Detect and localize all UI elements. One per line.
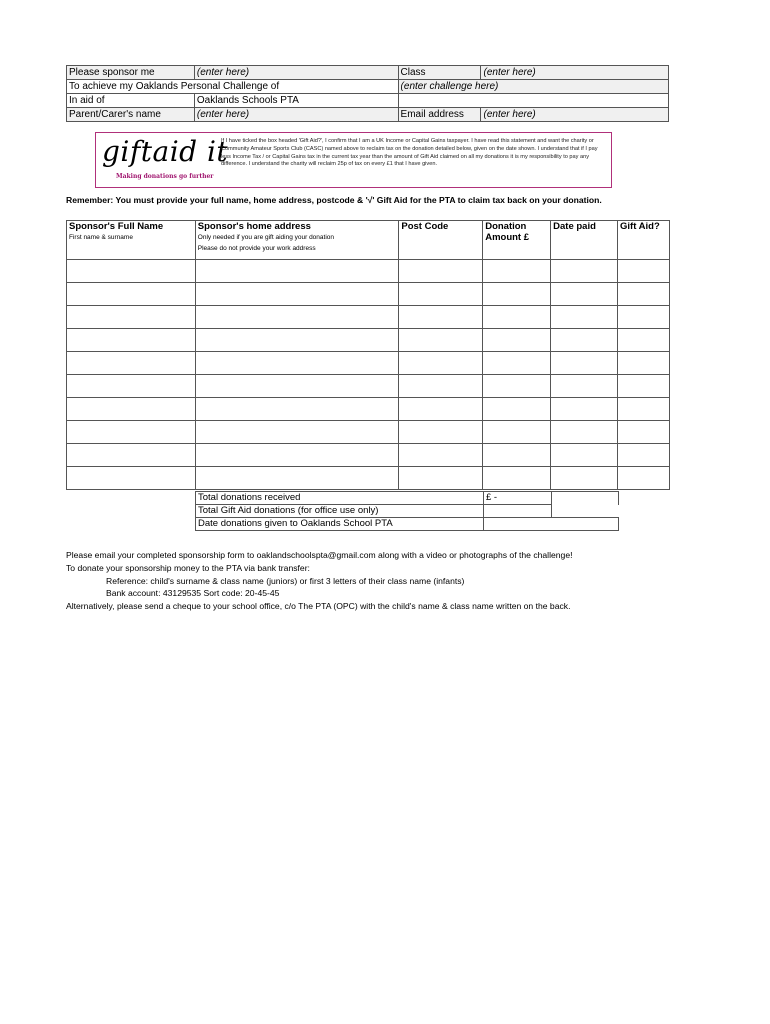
table-row <box>67 398 670 421</box>
col-name-sub: First name & surname <box>69 234 133 241</box>
table-row <box>67 421 670 444</box>
header-row-challenge <box>67 80 669 94</box>
cell-giftaid[interactable] <box>618 444 670 467</box>
parent-label: Parent/Carer's name <box>67 108 195 122</box>
giftaid-tagline: Making donations go further <box>116 173 214 180</box>
total-giftaid-label: Total Gift Aid donations (for office use only) <box>196 505 484 518</box>
note-bank-account: Bank account: 43129535 Sort code: 20-45-45 <box>106 588 280 599</box>
total-received-value: £ - <box>484 492 552 505</box>
cell-giftaid[interactable] <box>618 260 670 283</box>
cell-postcode[interactable] <box>399 352 483 375</box>
total-giftaid-empty <box>552 505 619 518</box>
cell-donation[interactable] <box>483 467 551 490</box>
cell-giftaid[interactable] <box>618 306 670 329</box>
class-label: Class <box>398 66 481 80</box>
cell-donation[interactable] <box>483 260 551 283</box>
cell-giftaid[interactable] <box>618 352 670 375</box>
header-row-aid <box>67 94 669 108</box>
cell-donation[interactable] <box>483 329 551 352</box>
cell-giftaid[interactable] <box>618 283 670 306</box>
cell-postcode[interactable] <box>399 283 483 306</box>
cell-address[interactable] <box>195 421 399 444</box>
cell-date[interactable] <box>551 306 618 329</box>
aid-empty <box>398 94 668 108</box>
col-donation-header: Donation Amount £ <box>483 221 551 260</box>
cell-date[interactable] <box>551 283 618 306</box>
cell-name[interactable] <box>67 329 196 352</box>
cell-date[interactable] <box>551 444 618 467</box>
aid-value: Oaklands Schools PTA <box>194 94 398 108</box>
class-input[interactable]: (enter here) <box>481 66 669 80</box>
totals-row-received <box>196 492 619 505</box>
col-name-title: Sponsor's Full Name <box>69 221 164 232</box>
remember-note: Remember: You must provide your full name, home address, postcode & '√' Gift Aid for the PTA to claim tax back on your donation. <box>66 195 602 205</box>
cell-date[interactable] <box>551 352 618 375</box>
cell-name[interactable] <box>67 283 196 306</box>
date-given-label: Date donations given to Oaklands School PTA <box>196 518 484 531</box>
col-address-header <box>195 221 399 260</box>
totals-row-giftaid <box>196 505 619 518</box>
cell-giftaid[interactable] <box>618 467 670 490</box>
table-row <box>67 260 670 283</box>
cell-date[interactable] <box>551 260 618 283</box>
cell-name[interactable] <box>67 260 196 283</box>
cell-name[interactable] <box>67 398 196 421</box>
table-row <box>67 375 670 398</box>
challenge-input[interactable]: (enter challenge here) <box>398 80 668 94</box>
cell-donation[interactable] <box>483 352 551 375</box>
cell-address[interactable] <box>195 398 399 421</box>
table-row <box>67 467 670 490</box>
cell-address[interactable] <box>195 352 399 375</box>
total-received-label: Total donations received <box>196 492 484 505</box>
header-row-sponsor <box>67 66 669 80</box>
instructions <box>66 549 573 613</box>
col-date-header: Date paid <box>551 221 618 260</box>
cell-address[interactable] <box>195 260 399 283</box>
cell-address[interactable] <box>195 444 399 467</box>
cell-postcode[interactable] <box>399 421 483 444</box>
note-cheque: Alternatively, please send a cheque to your school office, c/o The PTA (OPC) with the child's name & class name written on the back. <box>66 601 571 612</box>
cell-donation[interactable] <box>483 421 551 444</box>
aid-label: In aid of <box>67 94 195 108</box>
giftaid-box <box>95 132 612 188</box>
cell-donation[interactable] <box>483 375 551 398</box>
note-reference: Reference: child's surname & class name (juniors) or first 3 letters of their class name (infants) <box>106 575 465 586</box>
cell-name[interactable] <box>67 467 196 490</box>
cell-name[interactable] <box>67 306 196 329</box>
date-given-value[interactable] <box>484 518 619 531</box>
header-table <box>66 65 669 122</box>
col-postcode-header: Post Code <box>399 221 483 260</box>
cell-giftaid[interactable] <box>618 329 670 352</box>
sponsor-table <box>66 220 670 490</box>
cell-postcode[interactable] <box>399 329 483 352</box>
email-label: Email address <box>398 108 481 122</box>
cell-postcode[interactable] <box>399 375 483 398</box>
total-giftaid-value[interactable] <box>484 505 552 518</box>
col-address-title: Sponsor's home address <box>197 221 311 232</box>
cell-name[interactable] <box>67 444 196 467</box>
cell-address[interactable] <box>195 467 399 490</box>
parent-input[interactable]: (enter here) <box>194 108 398 122</box>
col-address-sub2: Please do not provide your work address <box>197 245 316 252</box>
totals-row-given <box>196 518 619 531</box>
cell-postcode[interactable] <box>399 306 483 329</box>
totals-table <box>195 491 619 531</box>
total-received-empty <box>552 492 619 505</box>
cell-date[interactable] <box>551 398 618 421</box>
cell-giftaid[interactable] <box>618 375 670 398</box>
cell-donation[interactable] <box>483 398 551 421</box>
cell-date[interactable] <box>551 375 618 398</box>
col-name-header <box>67 221 196 260</box>
table-row <box>67 352 670 375</box>
cell-address[interactable] <box>195 283 399 306</box>
cell-address[interactable] <box>195 329 399 352</box>
table-row <box>67 444 670 467</box>
cell-postcode[interactable] <box>399 444 483 467</box>
table-row <box>67 306 670 329</box>
cell-date[interactable] <box>551 467 618 490</box>
sponsor-table-header <box>67 221 670 260</box>
table-row <box>67 329 670 352</box>
cell-date[interactable] <box>551 421 618 444</box>
sponsor-label: Please sponsor me <box>67 66 195 80</box>
note-bank-transfer: To donate your sponsorship money to the PTA via bank transfer: <box>66 562 310 573</box>
cell-postcode[interactable] <box>399 467 483 490</box>
header-row-parent <box>67 108 669 122</box>
cell-postcode[interactable] <box>399 398 483 421</box>
cell-giftaid[interactable] <box>618 398 670 421</box>
col-giftaid-header: Gift Aid? <box>618 221 670 260</box>
cell-donation[interactable] <box>483 444 551 467</box>
cell-name[interactable] <box>67 352 196 375</box>
email-input[interactable]: (enter here) <box>481 108 669 122</box>
giftaid-logo: giftaid it <box>102 135 229 168</box>
cell-postcode[interactable] <box>399 260 483 283</box>
col-address-sub1: Only needed if you are gift aiding your donation <box>197 234 335 241</box>
cell-donation[interactable] <box>483 306 551 329</box>
cell-date[interactable] <box>551 329 618 352</box>
cell-address[interactable] <box>195 306 399 329</box>
cell-name[interactable] <box>67 375 196 398</box>
cell-name[interactable] <box>67 421 196 444</box>
cell-giftaid[interactable] <box>618 421 670 444</box>
cell-donation[interactable] <box>483 283 551 306</box>
note-email: Please email your completed sponsorship form to oaklandschoolspta@gmail.com along with a video or photographs of the challenge! <box>66 550 573 560</box>
challenge-label: To achieve my Oaklands Personal Challenge of <box>67 80 399 94</box>
sponsor-input[interactable]: (enter here) <box>194 66 398 80</box>
table-row <box>67 283 670 306</box>
cell-address[interactable] <box>195 375 399 398</box>
giftaid-statement: If I have ticked the box headed 'Gift Aid?', I confirm that I am a UK Income or Capital Gains taxpayer. I have read this statement and want the charity or Community Amateur Sports Club (CASC) named above to reclaim tax on the donation detailed below, given on the date shown. I understand that if I pay less Income Tax / or Capital Gains tax in the current tax year than the amount of Gift Aid claimed on all my donations it is my responsibility to pay any difference. I understand the charity will reclaim 25p of tax on every £1 that I have given. <box>221 138 598 168</box>
